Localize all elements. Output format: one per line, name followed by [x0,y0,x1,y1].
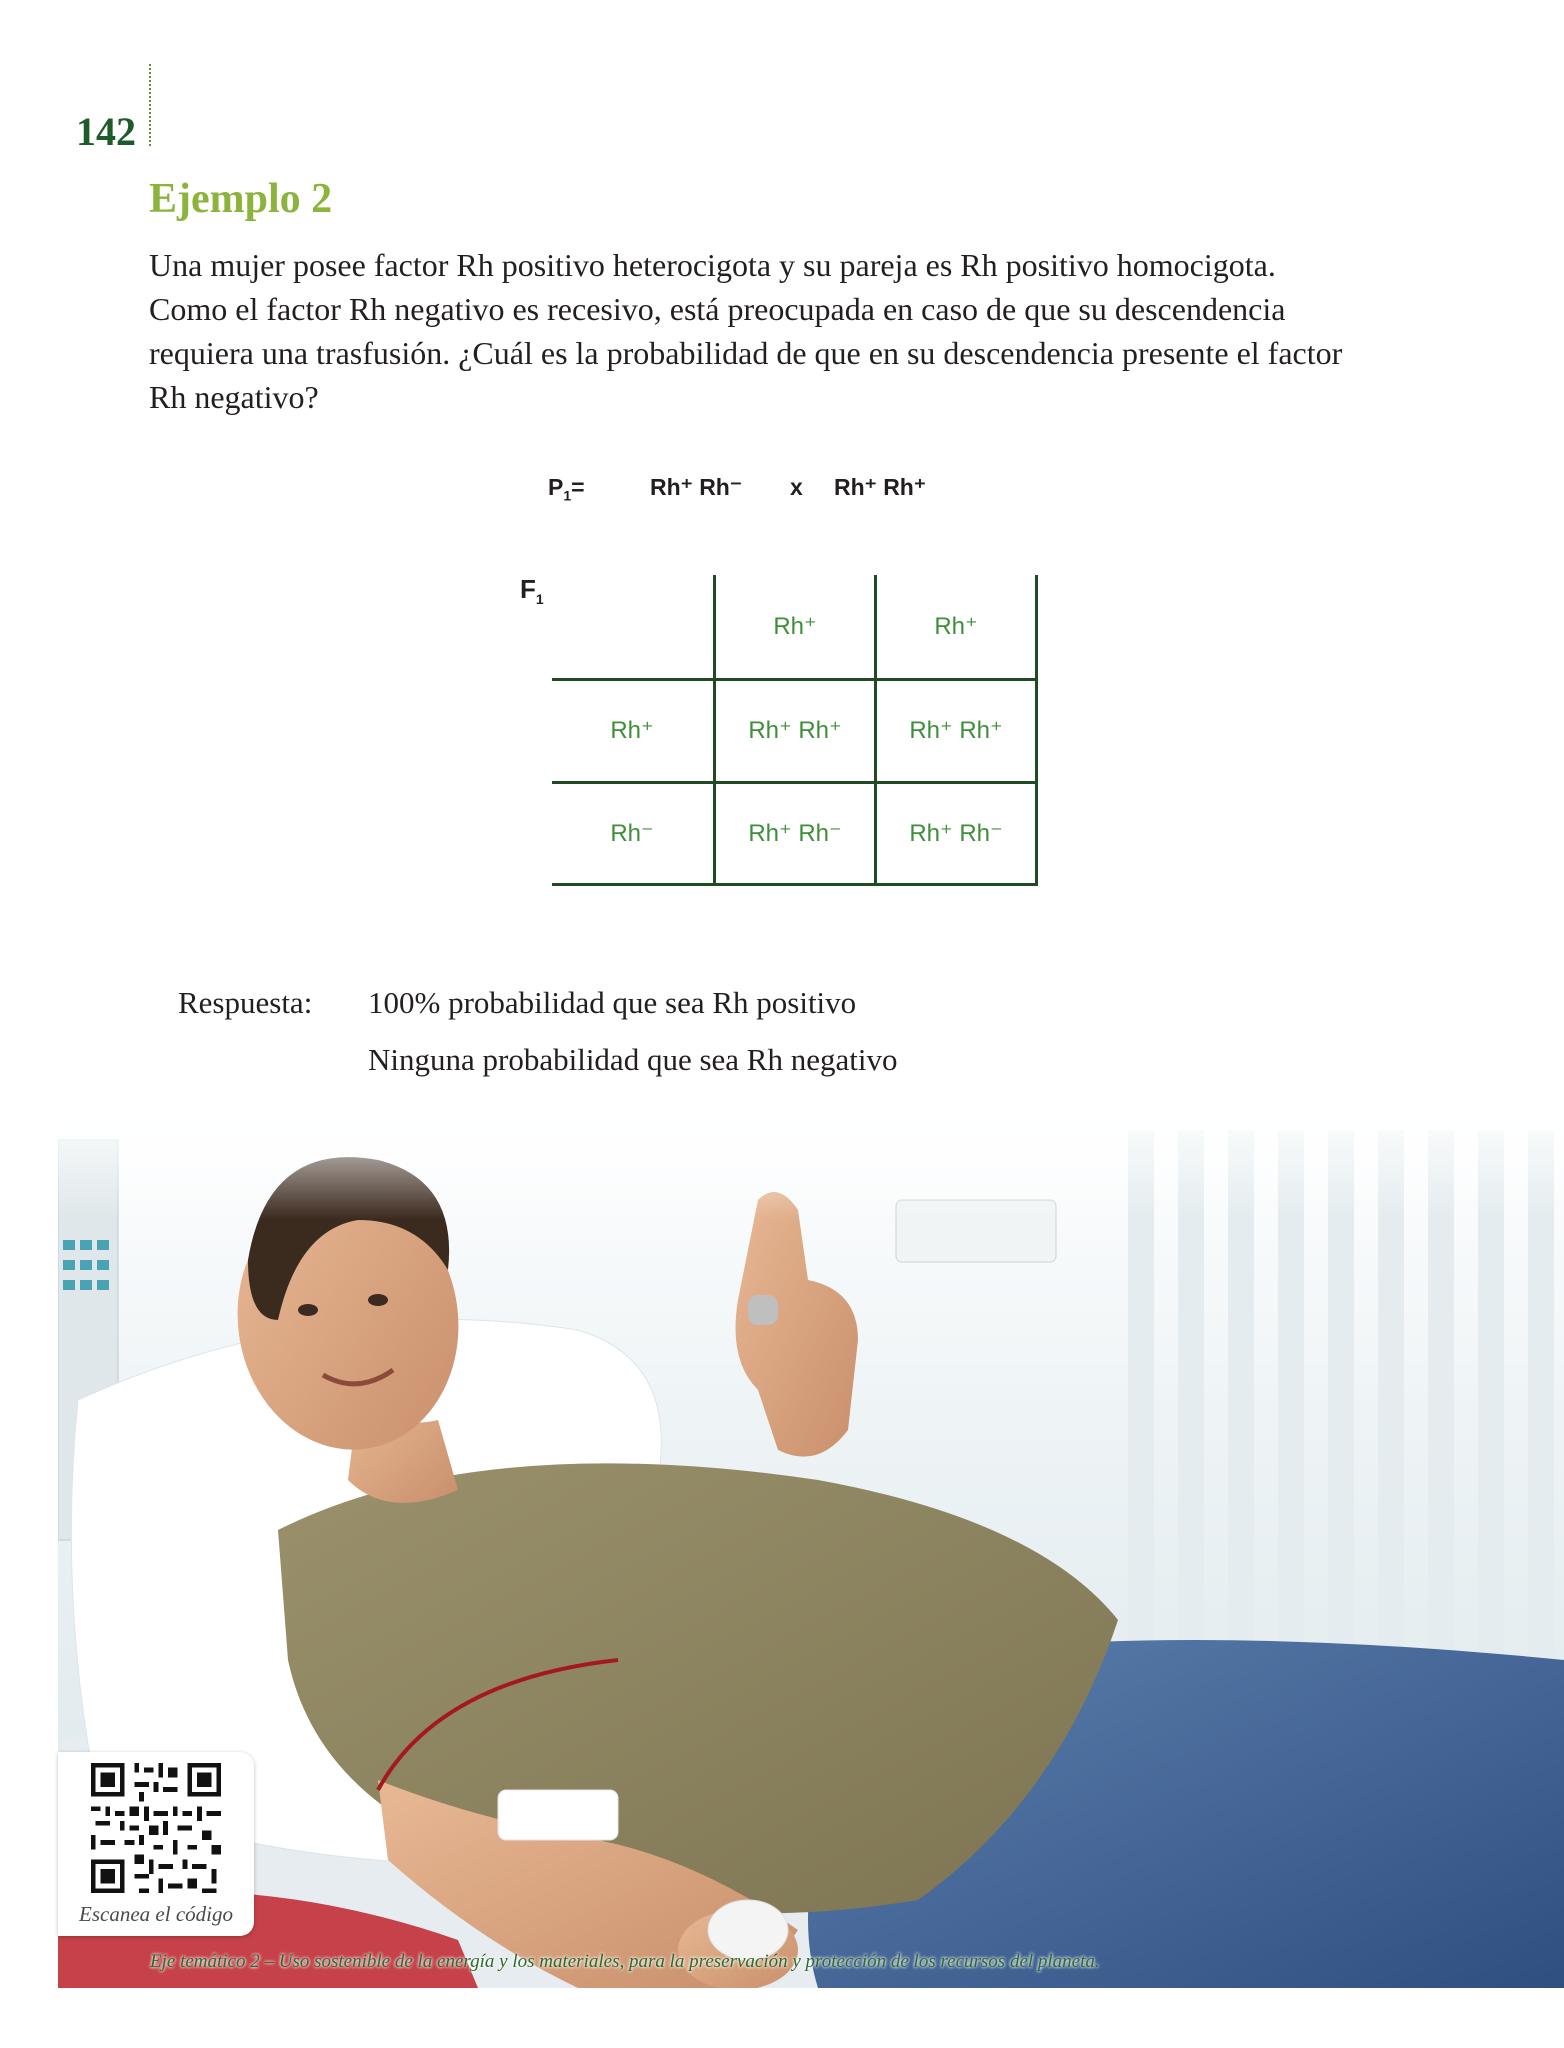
cross-operator: x [790,474,803,500]
punnett-column-header: Rh⁺ [773,612,817,640]
punnett-cell: Rh⁺ Rh⁻ [909,819,1003,847]
qr-code-icon[interactable] [86,1758,226,1898]
f1-label: $F_1$ [520,574,544,608]
cross-parent-2: Rh⁺ Rh⁺ [834,474,926,500]
problem-statement: Una mujer posee factor Rh positivo heterocigota y su pareja es Rh positivo homocigota. Como el factor Rh negativo es recesivo, está preocupada en caso de que su descendencia requiera una trasfusión. ¿Cuál es la probabilidad de que en su descendencia presente el factor Rh negativo? [149,247,1343,415]
punnett-square [552,575,1037,886]
punnett-row-header: Rh⁻ [610,819,654,847]
punnett-column-header: Rh⁺ [934,612,978,640]
page-number: 142 [76,109,136,154]
page-number-rule [149,64,151,146]
example-title: Ejemplo 2 [149,176,333,222]
punnett-cell: Rh⁺ Rh⁺ [909,716,1003,744]
blood-donor-photo [58,1100,1564,1988]
cross-label-sub: 1 [563,487,572,504]
answer-label: Respuesta: [178,985,313,1020]
answer-line-1: 100% probabilidad que sea Rh positivo [368,985,857,1020]
cross-label: $P_1=$ [548,474,585,504]
qr-code-panel[interactable] [58,1752,254,1936]
answer-line-2: Ninguna probabilidad que sea Rh negativo [368,1042,898,1077]
cross-parent-1: Rh⁺ Rh⁻ [650,474,742,500]
punnett-cell: Rh⁺ Rh⁻ [748,819,842,847]
qr-caption: Escanea el código [79,1902,233,1926]
punnett-cell: Rh⁺ Rh⁺ [748,716,842,744]
f1-label-sub: 1 [535,591,544,608]
footer-theme-text: Eje temático 2 – Uso sostenible de la energía y los materiales, para la preservación y protección de los recursos del planeta. [150,1951,1100,1972]
punnett-row-header: Rh⁺ [610,716,654,744]
